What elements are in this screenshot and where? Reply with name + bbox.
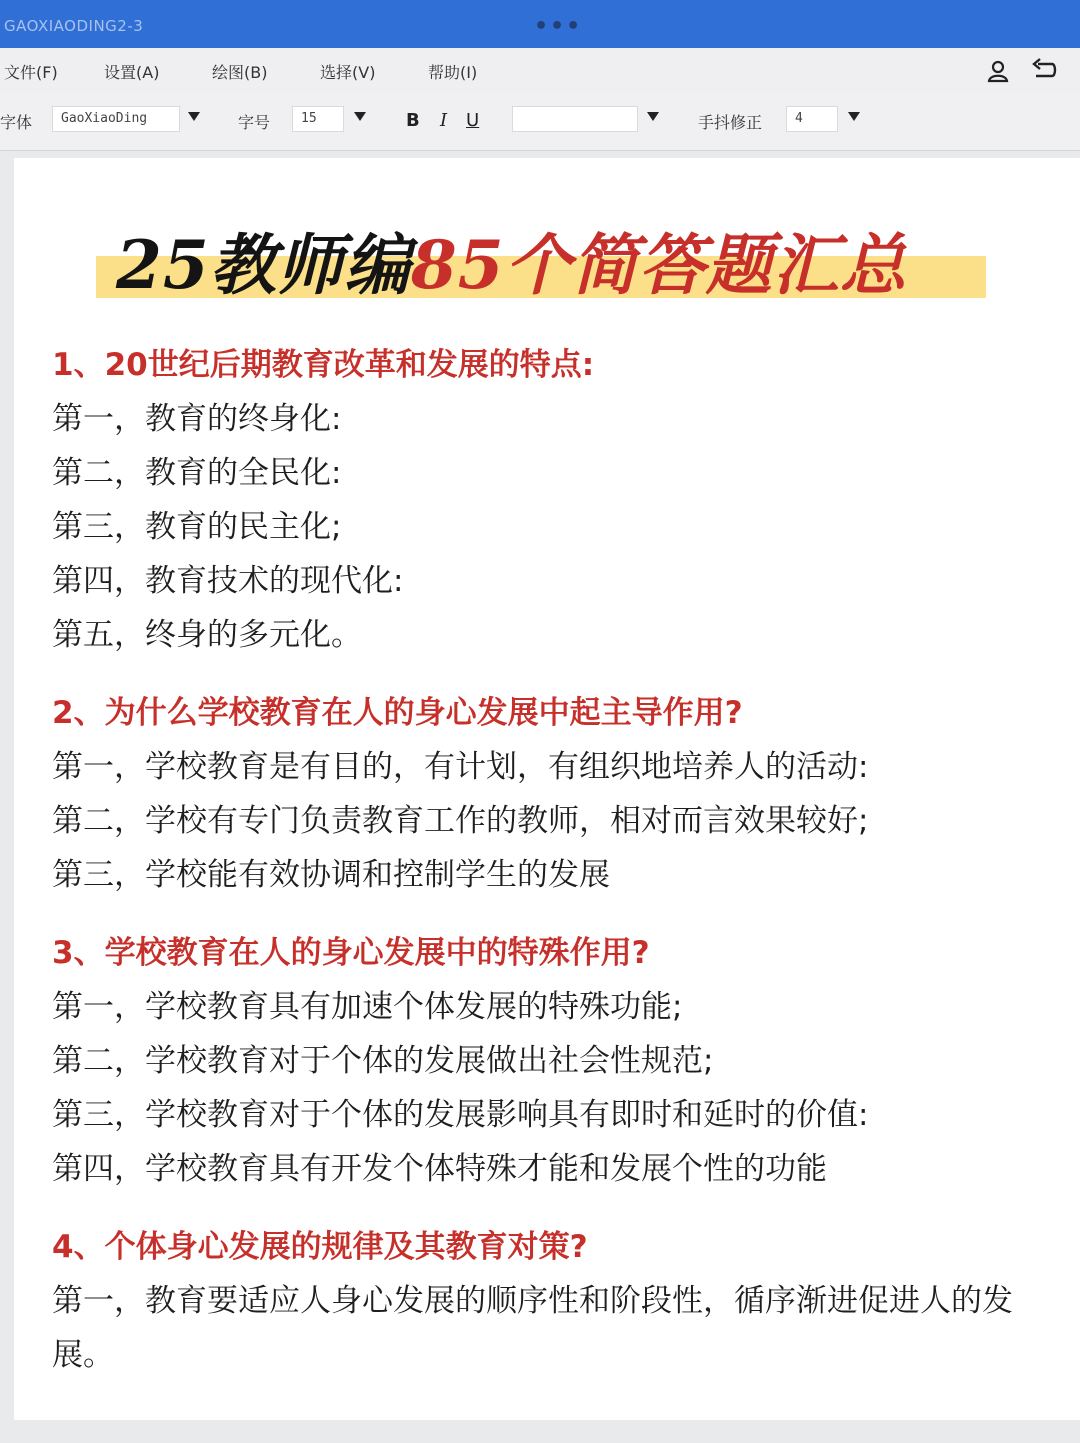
answer-line: 第二，教育的全民化: [52, 455, 342, 491]
title-bar [0, 0, 1080, 48]
answer-line: 第四，教育技术的现代化: [52, 563, 404, 599]
user-icon[interactable] [985, 58, 1011, 84]
correction-select[interactable]: 4 [786, 106, 838, 132]
answer-line: 第三，学校教育对于个体的发展影响具有即时和延时的价值: [52, 1097, 869, 1133]
font-dropdown-icon[interactable] [188, 112, 200, 121]
answer-line: 第三，教育的民主化; [52, 509, 342, 545]
size-label: 字号 [238, 113, 271, 132]
bold-button[interactable]: B [406, 110, 420, 131]
style-dropdown-icon[interactable] [647, 112, 659, 121]
font-label: 字体 [0, 113, 33, 132]
size-dropdown-icon[interactable] [354, 112, 366, 121]
answer-line: 第二，学校有专门负责教育工作的教师，相对而言效果较好; [52, 803, 869, 839]
style-select[interactable] [512, 106, 638, 132]
answer-line: 第三，学校能有效协调和控制学生的发展 [52, 857, 610, 893]
app-name: GAOXIAODING2-3 [4, 17, 144, 35]
question-section-1 [52, 338, 1062, 662]
answer-line: 第五，终身的多元化。 [52, 617, 362, 653]
question-heading: 3、学校教育在人的身心发展中的特殊作用? [52, 935, 650, 971]
title-part-red: 85个简答题汇总 [410, 226, 907, 304]
menu-file[interactable]: 文件(F) [4, 63, 58, 82]
underline-button[interactable]: U [466, 110, 480, 131]
undo-icon[interactable] [1030, 58, 1058, 84]
menu-settings[interactable]: 设置(A) [104, 63, 160, 82]
italic-button[interactable]: I [440, 110, 448, 131]
answer-line: 第二，学校教育对于个体的发展做出社会性规范; [52, 1043, 714, 1079]
menu-bar [0, 48, 1080, 93]
title-part-black: 25教师编 [116, 226, 411, 304]
format-toolbar [0, 92, 1080, 151]
size-select[interactable]: 15 [292, 106, 344, 132]
correction-dropdown-icon[interactable] [848, 112, 860, 121]
question-heading: 2、为什么学校教育在人的身心发展中起主导作用? [52, 695, 743, 731]
answer-line: 第一，教育要适应人身心发展的顺序性和阶段性，循序渐进促进人的发展。 [52, 1283, 1013, 1373]
font-select[interactable]: GaoXiaoDing [52, 106, 180, 132]
document-title [96, 210, 986, 304]
window-dots-icon[interactable]: ••• [534, 14, 583, 39]
answer-line: 第四，学校教育具有开发个体特殊才能和发展个性的功能 [52, 1151, 827, 1187]
menu-help[interactable]: 帮助(I) [428, 63, 478, 82]
question-heading: 4、个体身心发展的规律及其教育对策? [52, 1229, 588, 1265]
answer-line: 第一，学校教育是有目的，有计划，有组织地培养人的活动: [52, 749, 869, 785]
document-body [52, 338, 1062, 1406]
correction-label: 手抖修正 [698, 113, 763, 132]
answer-line: 第一，学校教育具有加速个体发展的特殊功能; [52, 989, 683, 1025]
question-section-4 [52, 1220, 1062, 1382]
document-page[interactable] [14, 158, 1080, 1420]
question-section-3 [52, 926, 1062, 1196]
menu-select[interactable]: 选择(V) [320, 63, 376, 82]
answer-line: 第一，教育的终身化: [52, 401, 342, 437]
question-section-2 [52, 686, 1062, 902]
question-heading: 1、20世纪后期教育改革和发展的特点: [52, 347, 595, 383]
menu-draw[interactable]: 绘图(B) [212, 63, 268, 82]
